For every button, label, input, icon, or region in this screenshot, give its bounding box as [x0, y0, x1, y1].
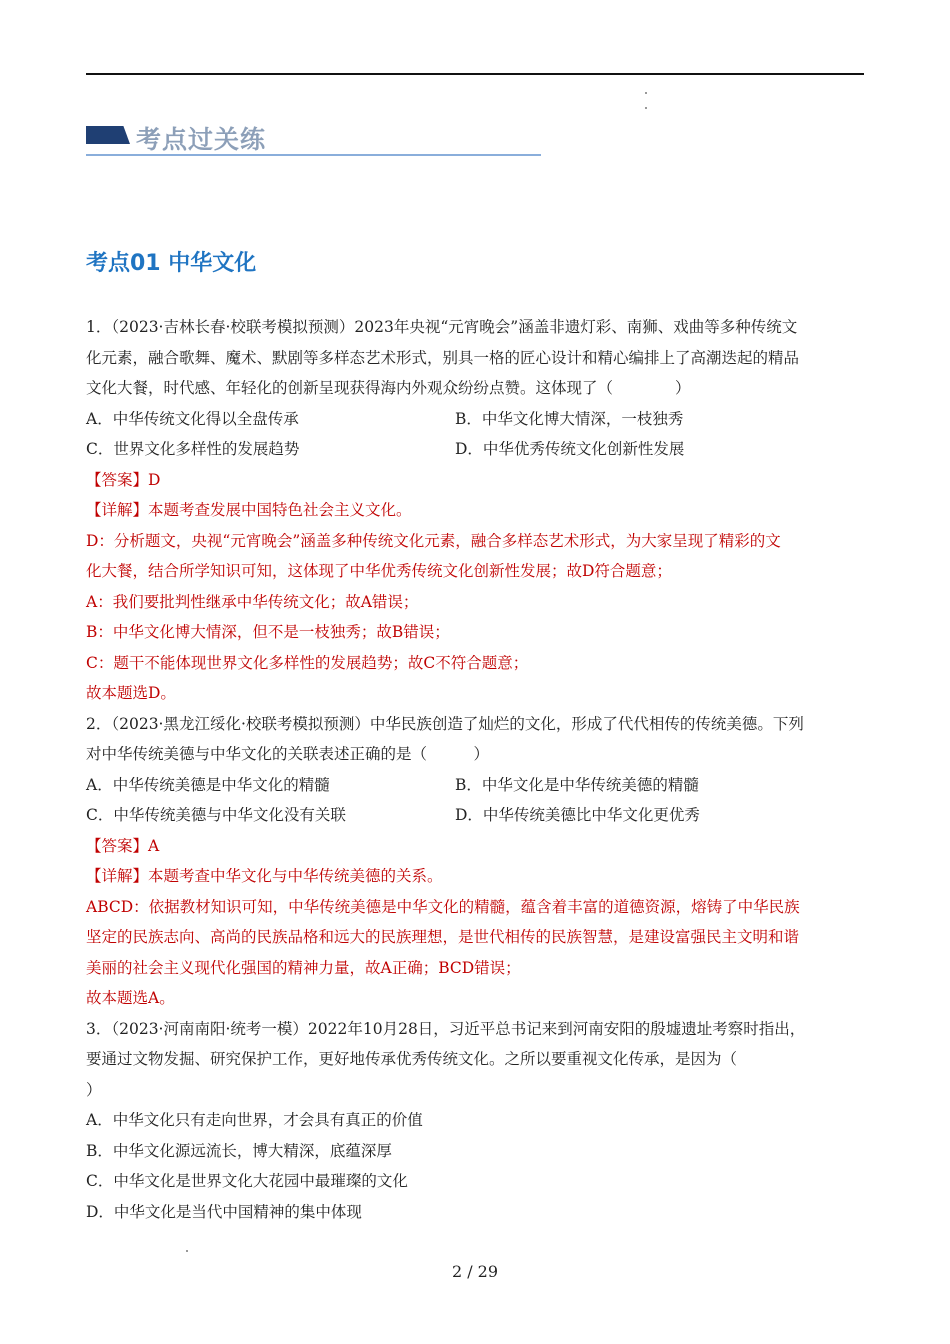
q2-option-b: B．中华文化是中华传统美德的精髓	[455, 775, 699, 794]
q1-answer: 【答案】D	[86, 470, 161, 489]
q2-analysis-line: 坚定的民族志向、高尚的民族品格和远大的民族理想，是世代相传的民族智慧，是建设富强民主文明和谐	[86, 928, 800, 946]
q1-detail: 【详解】本题考查发展中国特色社会主义文化。	[86, 501, 412, 519]
q2-analysis-line: ABCD：依据教材知识可知，中华传统美德是中华文化的精髓，蕴含着丰富的道德资源，熔铸了中华民族	[86, 897, 800, 916]
banner-block-icon	[86, 126, 130, 144]
q3-option-b: B．中华文化源远流长，博大精深，底蕴深厚	[86, 1141, 392, 1160]
banner-title: 考点过关练	[136, 125, 267, 154]
q3-stem-line: 3．（2023·河南南阳·统考一模）2022年10月28日，习近平总书记来到河南安阳的殷墟遗址考察时指出，	[86, 1019, 806, 1038]
q1-analysis-line: D：分析题文，央视“元宵晚会”涵盖多种传统文化元素，融合多样态艺术形式，为大家呈现了精彩的文	[86, 531, 781, 550]
q1-analysis-line: A：我们要批判性继承中华传统文化；故A错误；	[86, 592, 419, 611]
banner-underline	[86, 154, 541, 156]
q1-option-c: C．世界文化多样性的发展趋势	[86, 440, 300, 458]
header-rule	[86, 73, 864, 75]
q2-analysis-line: 故本题选A。	[86, 989, 175, 1007]
q2-option-d: D．中华传统美德比中华文化更优秀	[455, 806, 700, 824]
q1-analysis-line: B：中华文化博大情深，但不是一枝独秀；故B错误；	[86, 623, 450, 641]
q1-stem-line: 文化大餐，时代感、年轻化的创新呈现获得海内外观众纷纷点赞。这体现了（ ）	[86, 379, 691, 397]
q1-analysis-line: 化大餐，结合所学知识可知，这体现了中华优秀传统文化创新性发展；故D符合题意；	[86, 562, 672, 580]
q2-option-c: C．中华传统美德与中华文化没有关联	[86, 806, 346, 824]
q3-option-c: C．中华文化是世界文化大花园中最璀璨的文化	[86, 1172, 408, 1190]
q1-stem-line: 1．（2023·吉林长春·校联考模拟预测）2023年央视“元宵晚会”涵盖非遗灯彩、南狮、戏曲等多种传统文	[86, 318, 798, 336]
section-banner	[86, 120, 541, 156]
q1-option-a: A．中华传统文化得以全盘传承	[86, 409, 299, 428]
q2-option-a: A．中华传统美德是中华文化的精髓	[86, 775, 330, 794]
q2-analysis-line: 美丽的社会主义现代化强国的精神力量，故A正确；BCD错误；	[86, 958, 521, 977]
q1-option-d: D．中华优秀传统文化创新性发展	[455, 440, 685, 458]
decorative-dot	[186, 1250, 188, 1252]
decorative-dot	[645, 92, 647, 94]
section-title: 考点01 中华文化	[86, 251, 257, 276]
q2-options-row	[86, 800, 864, 831]
q3-option-a: A．中华文化只有走向世界，才会具有真正的价值	[86, 1111, 423, 1129]
q2-options-row	[86, 770, 864, 801]
q1-options-row	[86, 434, 864, 465]
q2-stem-line: 2．（2023·黑龙江绥化·校联考模拟预测）中华民族创造了灿烂的文化，形成了代代相传的传统美德。下列	[86, 714, 804, 733]
q1-analysis-line: 故本题选D。	[86, 684, 176, 702]
q1-stem-line: 化元素，融合歌舞、魔术、默剧等多样态艺术形式，别具一格的匠心设计和精心编排上了高潮迭起的精品	[86, 348, 800, 367]
q3-stem-line: ）	[86, 1080, 102, 1099]
q1-analysis-line: C：题干不能体现世界文化多样性的发展趋势；故C不符合题意；	[86, 653, 529, 672]
decorative-dot	[645, 107, 647, 109]
q2-detail: 【详解】本题考查中华文化与中华传统美德的关系。	[86, 867, 443, 885]
q2-answer: 【答案】A	[86, 836, 160, 855]
q2-stem-line: 对中华传统美德与中华文化的关联表述正确的是（ ）	[86, 745, 490, 763]
q3-stem-line: 要通过文物发掘、研究保护工作，更好地传承优秀传统文化。之所以要重视文化传承，是因为（	[86, 1050, 738, 1068]
question-content	[86, 312, 864, 1227]
q1-option-b: B．中华文化博大情深，一枝独秀	[455, 409, 684, 428]
q3-option-d: D．中华文化是当代中国精神的集中体现	[86, 1202, 362, 1221]
q1-options-row	[86, 404, 864, 435]
page-number: 2 / 29	[451, 1262, 499, 1281]
